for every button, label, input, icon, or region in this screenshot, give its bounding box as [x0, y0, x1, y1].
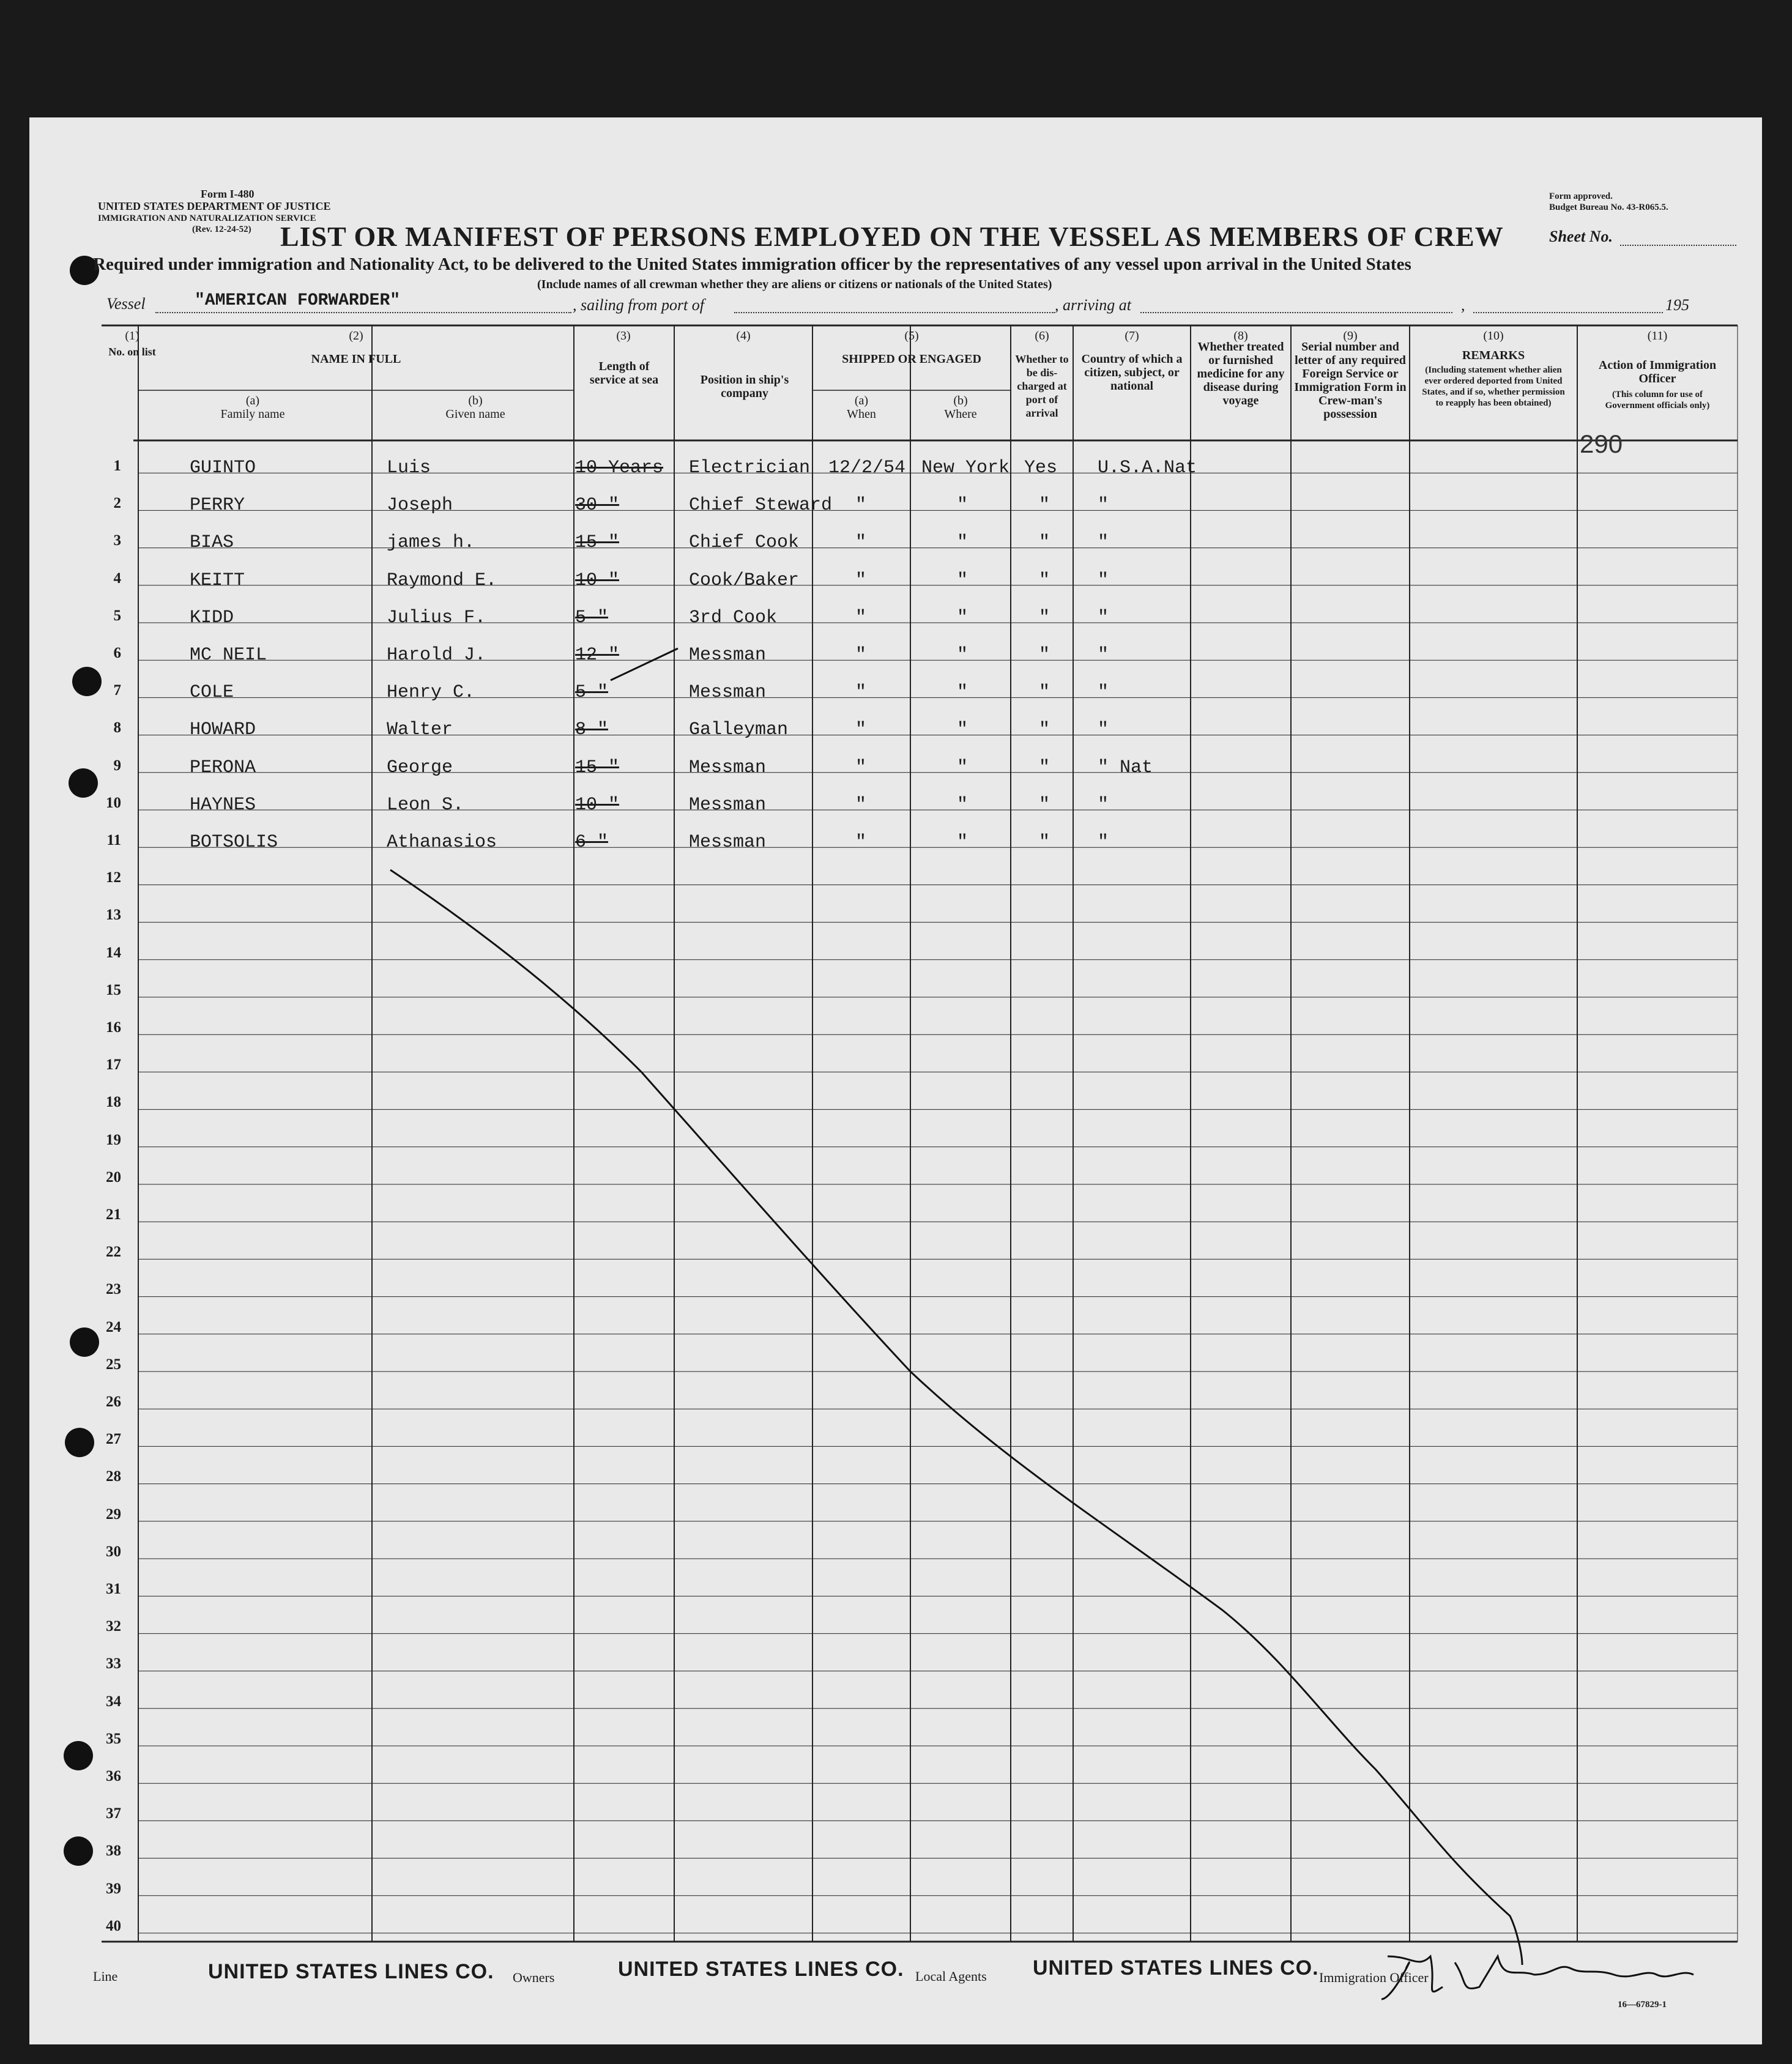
line-label: Line — [93, 1969, 118, 1984]
cell-country: " — [1098, 495, 1109, 516]
cell-position: Electrician — [689, 458, 811, 478]
cell-service: 15 " — [575, 532, 620, 554]
row-number: 26 — [106, 1394, 121, 1410]
cell-given: Luis — [387, 458, 431, 478]
col5a-number: (a) — [854, 394, 869, 407]
check-stroke — [611, 648, 678, 680]
cell-when: " — [855, 607, 867, 628]
cell-country: " — [1098, 832, 1109, 853]
agents-value: UNITED STATES LINES CO. — [1033, 1956, 1319, 1980]
row-number: 21 — [106, 1206, 121, 1223]
diagonal-line — [390, 870, 1522, 1965]
col2-number: (2) — [349, 329, 363, 343]
cell-where: " — [957, 645, 968, 666]
cell-position: Chief Steward — [689, 495, 833, 516]
arriving-label: , arriving at — [1055, 296, 1131, 314]
cell-country: " — [1098, 570, 1109, 591]
cell-given: Julius F. — [387, 607, 486, 628]
vessel-label: Vessel — [106, 295, 146, 313]
row-number: 25 — [106, 1356, 121, 1373]
row-number: 31 — [106, 1581, 121, 1597]
page-title: LIST OR MANIFEST OF PERSONS EMPLOYED ON THE VESSEL AS MEMBERS OF CREW — [280, 221, 1504, 252]
cell-family: GUINTO — [190, 458, 256, 478]
sheet-label: Sheet No. — [1549, 228, 1613, 245]
cell-family: PERRY — [190, 495, 245, 516]
cell-country: " — [1098, 645, 1109, 666]
cell-when: " — [855, 682, 867, 703]
cell-where: New York — [921, 458, 1010, 478]
row-number: 11 — [106, 832, 121, 848]
col7-number: (7) — [1125, 329, 1139, 343]
cell-discharged: " — [1039, 495, 1050, 516]
col11-note: (This column for use of Government officials only) — [1605, 390, 1710, 410]
cell-given: Athanasios — [387, 832, 497, 853]
page-subtitle: Required under immigration and Nationality Act, to be delivered to the United States immigration officer by the representatives of any vessel upon arrival in the United States — [93, 254, 1411, 274]
cell-when: 12/2/54 — [828, 458, 906, 478]
cell-service: 5 " — [575, 682, 609, 703]
cell-service: 12 " — [575, 645, 620, 666]
budget-bureau: Budget Bureau No. 43-R065.5. — [1549, 202, 1668, 212]
cell-service: 8 " — [575, 719, 609, 741]
cell-discharged: Yes — [1024, 458, 1058, 478]
cell-given: Leon S. — [387, 794, 464, 815]
cell-country: " — [1098, 607, 1109, 628]
row-number: 1 — [113, 458, 121, 474]
col5-header: SHIPPED OR ENGAGED — [842, 352, 981, 366]
cell-discharged: " — [1039, 719, 1050, 741]
row-number: 15 — [106, 981, 121, 998]
cell-when: " — [855, 719, 867, 741]
line-value: UNITED STATES LINES CO. — [208, 1960, 494, 1983]
cell-country: " — [1098, 532, 1109, 554]
row-number: 35 — [106, 1730, 121, 1747]
owners-label: Owners — [513, 1970, 555, 1985]
cell-position: Messman — [689, 794, 767, 815]
cell-position: Chief Cook — [689, 532, 800, 554]
print-code: 16—67829-1 — [1618, 2000, 1667, 2010]
cell-country: " — [1098, 682, 1109, 703]
cell-given: james h. — [387, 532, 475, 554]
owners-value: UNITED STATES LINES CO. — [618, 1958, 904, 1981]
cell-where: " — [957, 532, 968, 554]
vessel-name: "AMERICAN FORWARDER" — [195, 291, 401, 310]
row-number: 10 — [106, 794, 121, 811]
col10-header: REMARKS — [1462, 349, 1525, 362]
row-number: 9 — [113, 757, 121, 774]
cell-family: KEITT — [190, 570, 245, 591]
col5a-header: When — [847, 407, 876, 421]
cell-position: Messman — [689, 832, 767, 853]
cell-service: 15 " — [575, 757, 620, 778]
cell-discharged: " — [1039, 532, 1050, 554]
cell-position: Cook/Baker — [689, 570, 800, 591]
col5b-header: Where — [944, 407, 977, 421]
cell-position: Messman — [689, 757, 767, 778]
row-number: 29 — [106, 1505, 121, 1523]
cell-family: MC NEIL — [190, 645, 267, 666]
col2b-header: Given name — [445, 407, 505, 421]
row-number: 33 — [106, 1655, 121, 1672]
cell-family: BOTSOLIS — [190, 832, 278, 853]
cell-discharged: " — [1039, 794, 1050, 815]
cell-discharged: " — [1039, 832, 1050, 853]
cell-family: HOWARD — [190, 719, 256, 741]
cell-where: " — [957, 682, 968, 703]
cell-family: KIDD — [190, 607, 234, 628]
cell-when: " — [855, 532, 867, 554]
cell-where: " — [957, 570, 968, 591]
subnote: (Include names of all crewman whether they are aliens or citizens or nationals of the United States) — [537, 278, 1052, 291]
col2b-number: (b) — [468, 394, 483, 407]
row-number: 12 — [106, 869, 121, 886]
cell-given: Henry C. — [387, 682, 475, 703]
cell-service: 10 " — [575, 570, 620, 591]
col10-number: (10) — [1483, 329, 1504, 343]
col9-number: (9) — [1343, 329, 1358, 343]
row-number: 13 — [106, 907, 121, 924]
cell-given: Raymond E. — [387, 570, 497, 591]
row-number: 3 — [113, 532, 121, 549]
row-number: 4 — [113, 570, 121, 587]
cell-position: 3rd Cook — [689, 607, 778, 628]
manifest-sheet — [29, 117, 1762, 2044]
department: UNITED STATES DEPARTMENT OF JUSTICE — [98, 200, 331, 212]
row-number: 2 — [113, 495, 121, 512]
row-number: 16 — [106, 1019, 121, 1036]
cell-discharged: " — [1039, 570, 1050, 591]
row-number: 17 — [106, 1056, 121, 1074]
cell-service: 10 Years — [575, 458, 664, 478]
cell-when: " — [855, 832, 867, 853]
col3-number: (3) — [616, 329, 631, 343]
col5-number: (5) — [904, 329, 919, 343]
row-number: 36 — [106, 1768, 121, 1784]
col6-number: (6) — [1035, 329, 1049, 343]
row-number: 8 — [113, 719, 121, 737]
cell-country: " Nat — [1098, 757, 1153, 778]
cell-given: Harold J. — [387, 645, 486, 666]
cell-service: 6 " — [575, 832, 609, 853]
cell-where: " — [957, 719, 968, 741]
cell-when: " — [855, 645, 867, 666]
row-number: 14 — [106, 944, 121, 961]
row-number: 22 — [106, 1244, 121, 1261]
row-number: 32 — [106, 1618, 121, 1635]
cell-when: " — [855, 570, 867, 591]
revision: (Rev. 12-24-52) — [192, 225, 251, 234]
col7-header: Country of which a citizen, subject, or national — [1081, 352, 1183, 393]
cell-family: PERONA — [190, 757, 256, 778]
row-number: 18 — [106, 1094, 121, 1111]
cell-family: COLE — [190, 682, 234, 703]
col8-header: Whether treated or furnished medicine for any disease during voyage — [1197, 340, 1285, 407]
comma: , — [1461, 296, 1465, 314]
cell-given: Joseph — [387, 495, 453, 516]
cell-service: 5 " — [575, 607, 609, 628]
cell-country: " — [1098, 719, 1109, 741]
cell-discharged: " — [1039, 607, 1050, 628]
cell-where: " — [957, 607, 968, 628]
cell-discharged: " — [1039, 645, 1050, 666]
year-label: 195 — [1665, 296, 1689, 314]
cell-when: " — [855, 495, 867, 516]
col8-number: (8) — [1233, 329, 1248, 343]
sailing-label: , sailing from port of — [573, 296, 705, 314]
row-number: 24 — [106, 1318, 121, 1335]
cell-given: George — [387, 757, 453, 778]
col10-note: (Including statement whether alien ever ordered deported from United States, and if so, whether permission to reapply has been obtained) — [1422, 365, 1565, 408]
cell-family: HAYNES — [190, 794, 256, 815]
agents-label: Local Agents — [915, 1969, 987, 1984]
row-number: 23 — [106, 1281, 121, 1298]
cell-country: " — [1098, 794, 1109, 815]
col9-header: Serial number and letter of any required Foreign Service or Immigration Form in Crew-man's possession — [1294, 340, 1407, 421]
row-number: 37 — [106, 1805, 121, 1822]
col1-header: No. on list — [108, 346, 156, 358]
col3-header: Length of service at sea — [589, 360, 659, 387]
cell-position: Messman — [689, 645, 767, 666]
cell-position: Messman — [689, 682, 767, 703]
row-number: 30 — [106, 1543, 121, 1560]
row-number: 38 — [106, 1843, 121, 1860]
row-number: 39 — [106, 1880, 121, 1897]
row-number: 34 — [106, 1693, 121, 1710]
col11-number: (11) — [1647, 329, 1668, 343]
form-approved: Form approved. — [1549, 191, 1613, 201]
row-number: 19 — [106, 1131, 121, 1148]
col5b-number: (b) — [953, 394, 968, 407]
cell-discharged: " — [1039, 757, 1050, 778]
cell-when: " — [855, 794, 867, 815]
officer-label: Immigration Officer — [1319, 1970, 1429, 1985]
col2a-number: (a) — [245, 394, 260, 407]
row-number: 7 — [113, 682, 121, 699]
col4-number: (4) — [736, 329, 751, 343]
annotation-290: 290 — [1580, 429, 1623, 458]
service: IMMIGRATION AND NATURALIZATION SERVICE — [98, 213, 316, 223]
cancel-strike — [29, 117, 1762, 2044]
row-number: 27 — [106, 1431, 121, 1448]
form-number: Form I-480 — [201, 188, 255, 200]
cell-where: " — [957, 495, 968, 516]
cell-family: BIAS — [190, 532, 234, 554]
col2-header: NAME IN FULL — [311, 352, 401, 366]
col2a-header: Family name — [220, 407, 285, 421]
cell-service: 10 " — [575, 794, 620, 815]
cell-where: " — [957, 757, 968, 778]
col1-number: (1) — [125, 329, 139, 343]
col4-header: Position in ship's company — [700, 373, 789, 400]
cell-service: 30 " — [575, 495, 620, 516]
cell-when: " — [855, 757, 867, 778]
col6-header: Whether to be dis-charged at port of arrival — [1015, 353, 1069, 419]
row-number: 20 — [106, 1168, 121, 1186]
cell-position: Galleyman — [689, 719, 789, 741]
cell-country: U.S.A.Nat — [1098, 458, 1197, 478]
cell-given: Walter — [387, 719, 453, 741]
cell-where: " — [957, 832, 968, 853]
row-number: 28 — [106, 1468, 121, 1485]
cell-discharged: " — [1039, 682, 1050, 703]
row-number: 40 — [106, 1917, 121, 1934]
row-number: 6 — [113, 645, 121, 661]
cell-where: " — [957, 794, 968, 815]
col11-header: Action of Immigration Officer — [1598, 358, 1717, 385]
row-number: 5 — [113, 607, 121, 624]
